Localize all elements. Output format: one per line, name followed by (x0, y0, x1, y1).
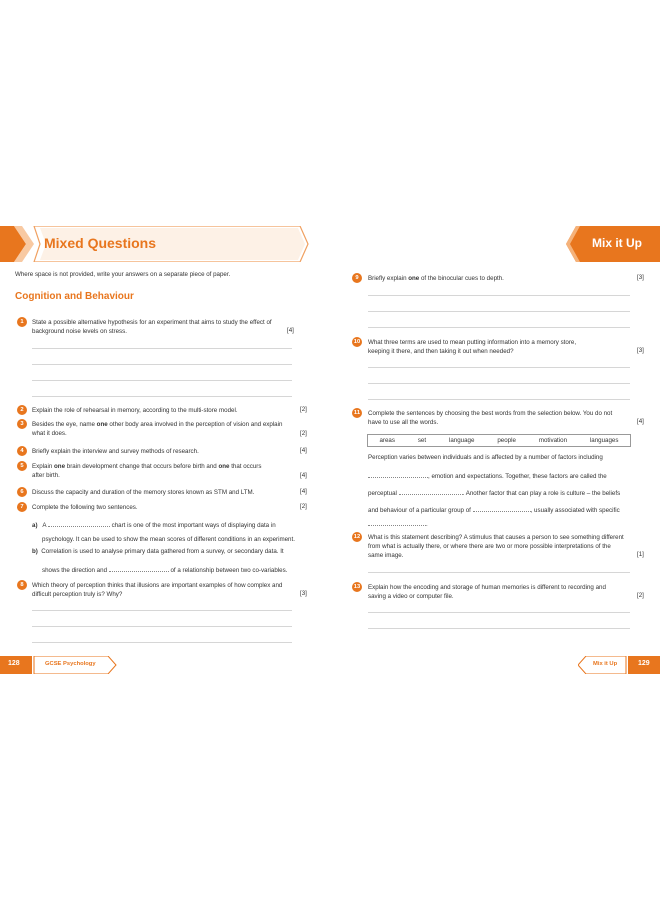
word-option: language (448, 437, 475, 444)
question-number: 12 (353, 534, 361, 540)
answer-line[interactable] (368, 295, 630, 296)
question-number: 5 (17, 461, 27, 471)
question-text: What three terms are used to mean putting information into a memory store, keeping it there, and then taking it out when needed? (368, 339, 577, 355)
page-number-right: 129 (638, 660, 650, 667)
fill-blank[interactable] (48, 519, 110, 527)
word-option: languages (589, 437, 619, 444)
question-text: Explain one brain development change that occurs before birth and one that occurs after birth. (32, 463, 262, 479)
answer-line[interactable] (368, 612, 630, 613)
marks: [4] (300, 472, 307, 479)
section-title: Cognition and Behaviour (15, 291, 134, 302)
marks: [2] (637, 592, 644, 599)
marks: [4] (287, 327, 294, 334)
question-number: 8 (17, 580, 27, 590)
question-number: 10 (353, 339, 361, 345)
word-option: people (497, 437, 516, 444)
question-text: Explain how the encoding and storage of human memories is different to recording and saving a video or computer file. (368, 584, 606, 600)
sub-question-a: a) A chart is one of the most important ways of displaying data in (32, 519, 276, 530)
passage-line: Perception varies between individuals and is affected by a number of factors including (368, 454, 603, 461)
page-number-left: 128 (8, 660, 20, 667)
marks: [1] (637, 551, 644, 558)
marks: [3] (300, 590, 307, 597)
marks: [4] (637, 418, 644, 425)
passage-line: , emotion and expectations. Together, these factors are called the (368, 470, 607, 481)
instruction-text: Where space is not provided, write your answers on a separate piece of paper. (15, 271, 231, 278)
passage-line: and behaviour of a particular group of , usually associated with specific (368, 504, 620, 515)
word-selection-box (367, 434, 631, 447)
word-option: areas (379, 437, 395, 444)
book-label: GCSE Psychology (45, 661, 96, 667)
question-text: Briefly explain the interview and survey methods of research. (32, 448, 199, 455)
marks: [4] (300, 447, 307, 454)
marks: [2] (300, 430, 307, 437)
marks: [3] (637, 347, 644, 354)
answer-line[interactable] (368, 628, 630, 629)
sub-question-a-line2: psychology. It can be used to show the mean scores of different conditions in an experiment. (42, 536, 295, 543)
fill-blank[interactable] (399, 487, 463, 495)
fill-blank[interactable] (109, 564, 169, 572)
section-label: Mix it Up (593, 661, 618, 667)
fill-blank[interactable] (368, 518, 426, 526)
answer-line[interactable] (32, 626, 292, 627)
page-title: Mixed Questions (44, 235, 157, 251)
question-text: Discuss the capacity and duration of the memory stores known as STM and LTM. (32, 489, 255, 496)
answer-line[interactable] (32, 348, 292, 349)
answer-line[interactable] (32, 380, 292, 381)
fill-blank[interactable] (368, 470, 428, 478)
answer-line[interactable] (368, 367, 630, 368)
question-text: What is this statement describing? A stimulus that causes a person to see something different from what is actually there, or where there are two or more possible interpretations of the same image. (368, 534, 624, 559)
answer-line[interactable] (368, 383, 630, 384)
question-number: 11 (353, 410, 361, 416)
question-text (32, 318, 272, 336)
question-text: Which theory of perception thinks that illusions are important examples of how complex and difficult perception truly is? Why? (32, 582, 283, 598)
passage-line: . (368, 518, 428, 529)
answer-line[interactable] (368, 327, 630, 328)
answer-line[interactable] (32, 396, 292, 397)
question-text: Complete the following two sentences. (32, 504, 138, 511)
marks: [4] (300, 488, 307, 495)
question-text: Briefly explain one of the binocular cues to depth. (368, 275, 504, 282)
passage-line: perceptual . Another factor that can play a role is culture – the beliefs (368, 487, 620, 498)
answer-line[interactable] (368, 399, 630, 400)
question-number: 1 (17, 317, 27, 327)
answer-line[interactable] (368, 311, 630, 312)
question-number: 9 (352, 273, 362, 283)
question-number: 13 (353, 584, 361, 590)
question-number: 6 (17, 487, 27, 497)
sub-question-b: b) Correlation is used to analyse primary data gathered from a survey, or secondary data. It (32, 548, 284, 555)
marks: [2] (300, 503, 307, 510)
question-text: Besides the eye, name one other body area involved in the perception of vision and explain what it does. (32, 421, 283, 437)
question-text: Complete the sentences by choosing the best words from the selection below. You do not have to use all the words. (368, 410, 613, 426)
question-line: State a possible alternative hypothesis for an experiment that aims to study the effect of (32, 319, 272, 326)
right-header-title: Mix it Up (592, 236, 642, 250)
answer-line[interactable] (32, 642, 292, 643)
answer-line[interactable] (32, 364, 292, 365)
word-option: motivation (538, 437, 568, 444)
question-number: 3 (17, 419, 27, 429)
word-option: set (417, 437, 427, 444)
fill-blank[interactable] (473, 504, 531, 512)
question-number: 4 (17, 446, 27, 456)
marks: [3] (637, 274, 644, 281)
marks: [2] (300, 406, 307, 413)
question-number: 7 (17, 502, 27, 512)
answer-line[interactable] (368, 572, 630, 573)
question-text: Explain the role of rehearsal in memory, according to the multi-store model. (32, 407, 238, 414)
question-number: 2 (17, 405, 27, 415)
answer-line[interactable] (32, 610, 292, 611)
sub-question-b-line2: shows the direction and of a relationship between two co-variables. (42, 564, 287, 575)
question-line: background noise levels on stress. (32, 328, 127, 335)
